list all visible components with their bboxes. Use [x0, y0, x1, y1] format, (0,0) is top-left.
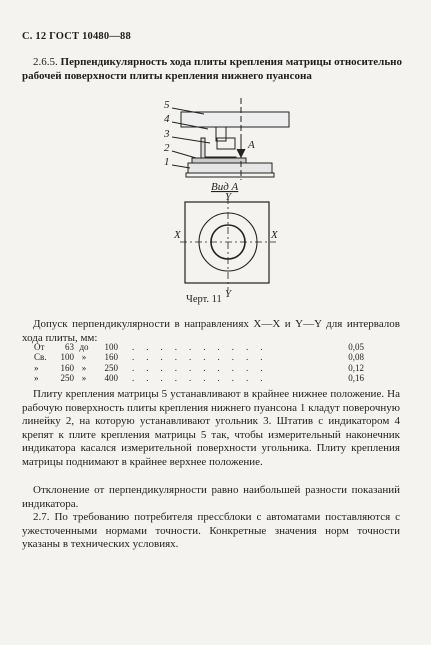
base	[186, 173, 274, 177]
axis-y-top: Y	[225, 191, 232, 203]
label-2: 2	[164, 142, 170, 154]
leader-dots: ..........	[132, 342, 275, 352]
matrix-plate	[181, 112, 289, 127]
label-5: 5	[164, 99, 170, 111]
tolerance-b: 400	[104, 373, 118, 384]
ruler	[192, 158, 246, 163]
label-3: 3	[164, 128, 170, 140]
tolerance-row	[34, 363, 364, 373]
tolerance-a: 63	[65, 342, 74, 352]
punch-plate	[188, 163, 272, 173]
paragraph-deviation: Отклонение от перпендикулярности равно наибольшей разности показаний индикатора.	[22, 484, 400, 510]
tolerance-mid: »	[81, 352, 87, 363]
tolerance-value: 0,16	[348, 373, 364, 384]
tolerance-mid: »	[81, 362, 87, 373]
view-label: Вид А	[211, 181, 239, 193]
tolerance-row	[34, 373, 364, 383]
label-4: 4	[164, 113, 170, 125]
figure-11	[0, 0, 431, 310]
section-title: Перпендикулярность хода плиты крепления матрицы относительно рабочей поверхности плиты крепления нижнего пуансона	[22, 56, 402, 82]
axis-y-bottom: Y	[225, 288, 232, 300]
figure-caption: Черт. 11	[186, 294, 222, 305]
tolerance-pre: От	[34, 342, 45, 352]
tolerance-b: 250	[104, 362, 118, 373]
tolerance-pre: »	[34, 373, 39, 384]
tolerance-pre: »	[34, 362, 39, 373]
axis-x-left: X	[174, 229, 181, 241]
tolerance-value: 0,08	[348, 352, 364, 363]
page-header: С. 12 ГОСТ 10480—88	[22, 31, 131, 42]
tolerance-row	[34, 342, 364, 352]
tolerance-mid: »	[81, 373, 87, 384]
leader-dots: ..........	[132, 362, 275, 373]
arrow-label: A	[248, 139, 255, 151]
section-number: 2.6.5.	[33, 56, 58, 68]
tolerance-a: 160	[60, 362, 74, 373]
tolerance-row	[34, 352, 364, 362]
tolerance-value: 0,05	[348, 342, 364, 352]
paragraph-2-7: 2.7. По требованию потребителя прессблоки с автоматами поставляются с ужесточенными нормами точности. Конкретные значения норм точности указаны в технических условиях.	[22, 511, 400, 551]
label-1: 1	[164, 156, 170, 168]
tolerance-a: 100	[60, 352, 74, 363]
tolerance-table	[34, 342, 364, 384]
tolerance-b: 160	[104, 352, 118, 363]
tolerance-b: 100	[104, 342, 118, 352]
leader-dots: ..........	[132, 373, 275, 384]
axis-x-right: X	[271, 229, 278, 241]
tolerance-mid: до	[79, 342, 89, 352]
tolerance-intro: Допуск перпендикулярности в направлениях X—X и Y—Y для интервалов хода плиты, мм:	[22, 318, 400, 344]
tolerance-pre: Св.	[34, 352, 47, 363]
paragraph-procedure: Плиту крепления матрицы 5 устанавливают в крайнее нижнее положение. На рабочую поверхность плиты крепления нижнего пуансона 1 кладут поверочную линейку 2, на которую устанавливают угольник 3. Штатив с индикатором 4 крепят к плите крепления матрицы 5 так, чтобы измерительный наконечник индикатора касался измерительной поверхности угольника. Плиту крепления матрицы поднимают в крайнее верхнее положение.	[22, 388, 400, 468]
tolerance-value: 0,12	[348, 362, 364, 373]
tolerance-a: 250	[60, 373, 74, 384]
leader-dots: ..........	[132, 352, 275, 363]
